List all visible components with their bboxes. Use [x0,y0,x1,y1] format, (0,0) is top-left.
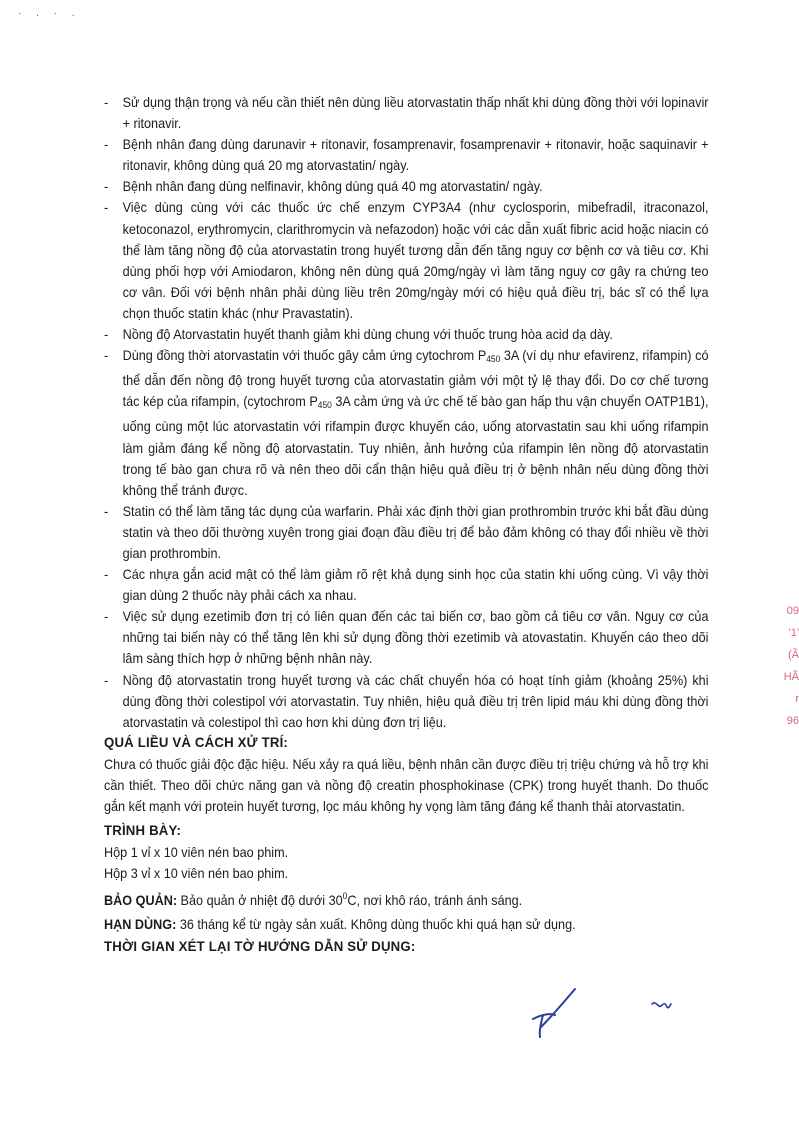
scan-specks: · . · . [18,8,81,19]
document-body [104,92,709,958]
list-item: - Statin có thể làm tăng tác dụng của warfarin. Phải xác định thời gian prothrombin trước khi bắt đầu dùng statin và theo dõi thường xuyên trong giai đoạn đầu điều trị để bảo đảm không có thay đổi nhiều về thời gian prothrombin. [104,501,709,564]
stamp-text: r [795,693,799,705]
overdose-heading: QUÁ LIỀU VÀ CÁCH XỬ TRÍ: [104,734,289,751]
storage-text-end: C, nơi khô ráo, tránh ánh sáng. [347,893,523,909]
stamp-text: HÃ [783,671,799,683]
storage-section [104,886,709,911]
cyp-text-2: 3A (ví dụ như efavirenz, rifampin) có thể dẫn đến nồng độ trong huyết tương của atorvastatin giảm với một tỷ lệ thay đổi. Do cơ chế tương tác kép của rifampin, (cytochrom P [122,348,709,410]
presentation-line: Hộp 3 vỉ x 10 viên nén bao phim. [104,866,289,882]
stamp-text: 09 [786,605,799,617]
list-item: - Các nhựa gắn acid mật có thể làm giảm rõ rệt khả dụng sinh học của statin khi uống cùng. Vì vậy thời gian dùng 2 thuốc này phải cách xa nhau. [104,564,709,606]
list-item: - Nồng độ atorvastatin trong huyết tương và các chất chuyển hóa có hoạt tính giảm (khoảng 25%) khi dùng đồng thời colestipol với atorvastatin. Tuy nhiên, hiệu quả điều trị trên lipid máu khi dùng đồng thời atorvastatin và colestipol thì cao hơn khi dùng đơn trị liệu. [104,670,709,733]
list-item: - Việc sử dụng ezetimib đơn trị có liên quan đến các tai biến cơ, bao gồm cả tiêu cơ vân. Nguy cơ của những tai biến này có thể tăng lên khi sử dụng đồng thời ezetimib và atovastatin. Khuyến cáo theo dõi lâm sàng thích hợp ở những bệnh nhân này. [104,606,709,669]
storage-label: BẢO QUẢN: [104,893,178,909]
cyp-text-1: Dùng đồng thời atorvastatin với thuốc gây cảm ứng cytochrom P [122,348,487,364]
review-heading: THỜI GIAN XÉT LẠI TỜ HƯỚNG DẪN SỬ DỤNG: [104,938,416,955]
list-item: - Việc dùng cùng với các thuốc ức chế enzym CYP3A4 (như cyclosporin, mibefradil, itraconazol, ketoconazol, erythromycin, clarithromycin và nefazodon) hoặc với các dẫn xuất fibric acid hoặc niacin có thể làm tăng nồng độ của atorvastatin trong huyết tương dẫn đến tăng nguy cơ bệnh cơ và tiêu cơ. Khi dùng phối hợp với Amiodaron, không nên dùng quá 20mg/ngày vì làm tăng nguy cơ gây ra chứng teo cơ vân. Đối với bệnh nhân phải dùng liều trên 20mg/ngày mới có hiệu quả điều trị, bác sĩ có thể lựa chọn thuốc statin khác (như Pravastatin). [104,197,709,324]
list-item: - Nồng độ Atorvastatin huyết thanh giảm khi dùng chung với thuốc trung hòa acid dạ dày. [104,324,709,345]
stamp-fragment [775,600,799,750]
storage-superscript: 0 [342,891,348,902]
list-item: - Bệnh nhân đang dùng nelfinavir, không dùng quá 40 mg atorvastatin/ ngày. [104,176,709,197]
expiry-label: HẠN DÙNG: [104,916,177,932]
presentation-heading: TRÌNH BÀY: [104,823,182,840]
cyp-text-3: 3A cảm ứng và ức chế tế bào gan hấp thu vận chuyển OATP1B1), uống cùng một lúc atorvastatin với rifampin được khuyến cáo, uống atorvastatin sau khi uống rifampin làm giảm đáng kể nồng độ atorvastatin. Tuy nhiên, ảnh hưởng của rifampin lên nồng độ atorvastatin trong tế bào gan chưa rõ và nên theo dõi cẩn thận hiệu quả điều trị ở bệnh nhân nếu dùng đồng thời không thể tránh được. [122,394,709,498]
cyp-subscript-2: 450 [317,400,332,411]
stamp-text: (Ã [788,649,799,661]
cyp-subscript-1: 450 [486,354,501,365]
signature-mark [525,985,585,1040]
list-item-cytochrom [104,345,709,501]
interaction-list [104,92,709,733]
list-item: - Bệnh nhân đang dùng darunavir + ritonavir, fosamprenavir, fosamprenavir + ritonavir, hoặc saquinavir + ritonavir, không dùng quá 20 mg atorvastatin/ ngày. [104,134,709,176]
expiry-section [104,914,709,935]
presentation-line: Hộp 1 vỉ x 10 viên nén bao phim. [104,845,289,861]
stamp-text: 96 [786,715,799,727]
storage-text: Bảo quản ở nhiệt độ dưới 30 [177,893,343,909]
stamp-text: '1' [788,627,799,639]
overdose-text: Chưa có thuốc giải độc đặc hiệu. Nếu xảy ra quá liều, bệnh nhân cần được điều trị triệu chứng và hỗ trợ khi cần thiết. Theo dõi chức năng gan và nồng độ creatin phosphokinase (CPK) trong huyết thanh. Do thuốc gắn kết mạnh với protein huyết tương, lọc máu không hy vọng làm tăng đáng kể thanh thải atorvastatin. [104,756,709,815]
list-item: - Sử dụng thận trọng và nếu cần thiết nên dùng liều atorvastatin thấp nhất khi dùng đồng thời với lopinavir + ritonavir. [104,92,709,134]
expiry-text: 36 tháng kể từ ngày sản xuất. Không dùng thuốc khi quá hạn sử dụng. [176,916,576,932]
initials-mark [650,998,672,1014]
